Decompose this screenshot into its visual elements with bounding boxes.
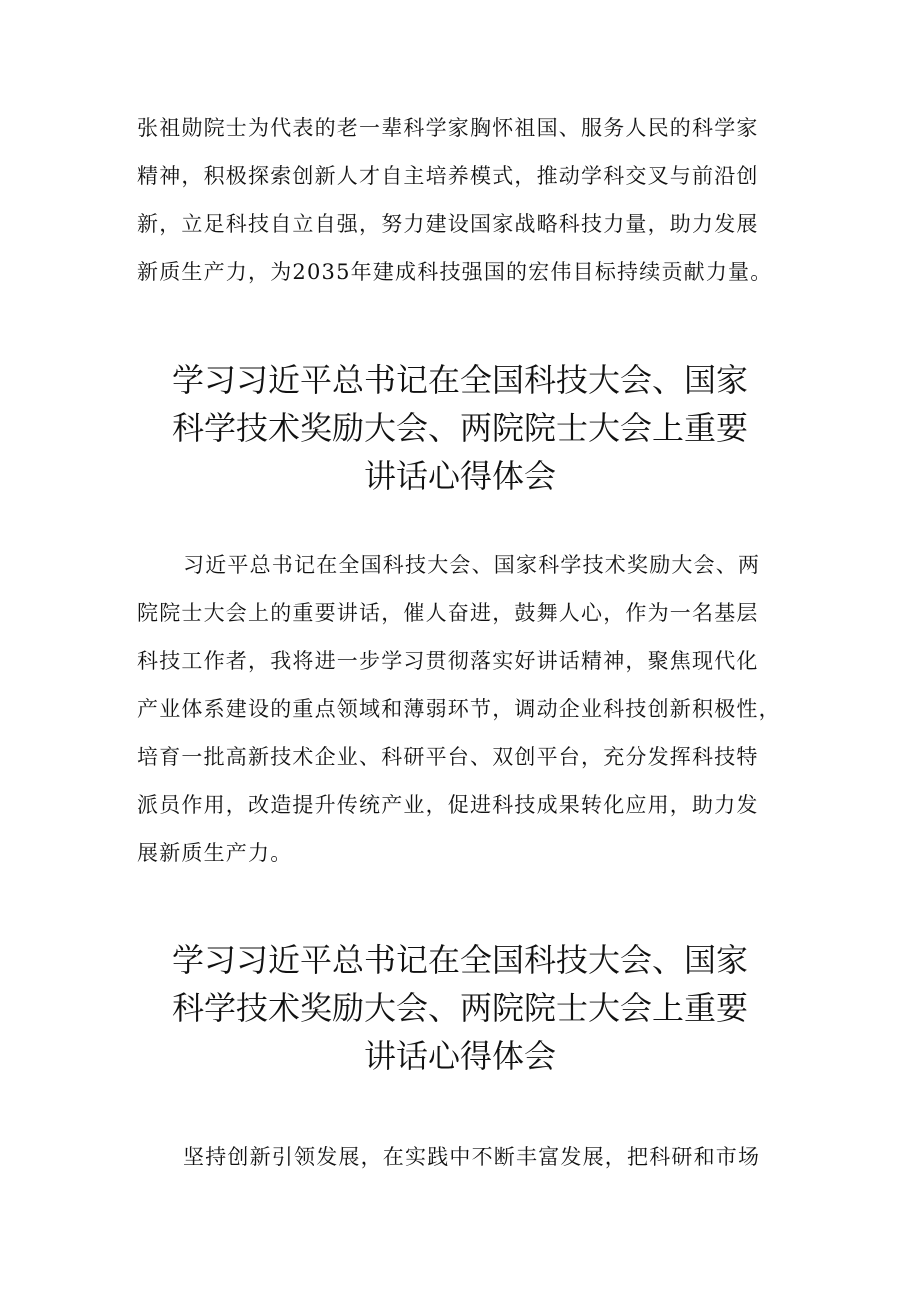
- paragraph-line: 科技工作者，我将进一步学习贯彻落实好讲话精神，聚焦现代化: [137, 649, 759, 673]
- paragraph-line: 院院士大会上的重要讲话，催人奋进，鼓舞人心，作为一名基层: [137, 601, 759, 625]
- paragraph-line: 新，立足科技自立自强，努力建设国家战略科技力量，助力发展: [137, 212, 759, 236]
- paragraph-line: 张祖勋院士为代表的老一辈科学家胸怀祖国、服务人民的科学家: [137, 116, 759, 140]
- paragraph-line: 精神，积极探索创新人才自主培养模式，推动学科交叉与前沿创: [137, 164, 759, 188]
- article-heading: [120, 356, 800, 500]
- heading-line: 科学技术奖励大会、两院院士大会上重要: [171, 409, 748, 447]
- article-heading: [120, 936, 800, 1080]
- paragraph-continuation: [137, 104, 792, 296]
- heading-line: 学习习近平总书记在全国科技大会、国家: [171, 361, 748, 399]
- heading-line: 科学技术奖励大会、两院院士大会上重要: [171, 989, 748, 1027]
- paragraph-line: 习近平总书记在全国科技大会、国家科学技术奖励大会、两: [183, 553, 761, 577]
- heading-line: 讲话心得体会: [363, 1037, 556, 1075]
- paragraph: [137, 1133, 792, 1181]
- paragraph-line: 培育一批高新技术企业、科研平台、双创平台，充分发挥科技特: [137, 745, 759, 769]
- heading-line: 学习习近平总书记在全国科技大会、国家: [171, 941, 748, 979]
- paragraph-line: 产业体系建设的重点领域和薄弱环节，调动企业科技创新积极性，: [137, 697, 781, 721]
- heading-line: 讲话心得体会: [363, 457, 556, 495]
- paragraph-line: 展新质生产力。: [137, 841, 293, 865]
- paragraph-line: 新质生产力，为2035年建成科技强国的宏伟目标持续贡献力量。: [137, 260, 773, 284]
- paragraph-line: 坚持创新引领发展，在实践中不断丰富发展，把科研和市场: [183, 1145, 761, 1169]
- paragraph-line: 派员作用，改造提升传统产业，促进科技成果转化应用，助力发: [137, 793, 759, 817]
- paragraph: [137, 541, 792, 877]
